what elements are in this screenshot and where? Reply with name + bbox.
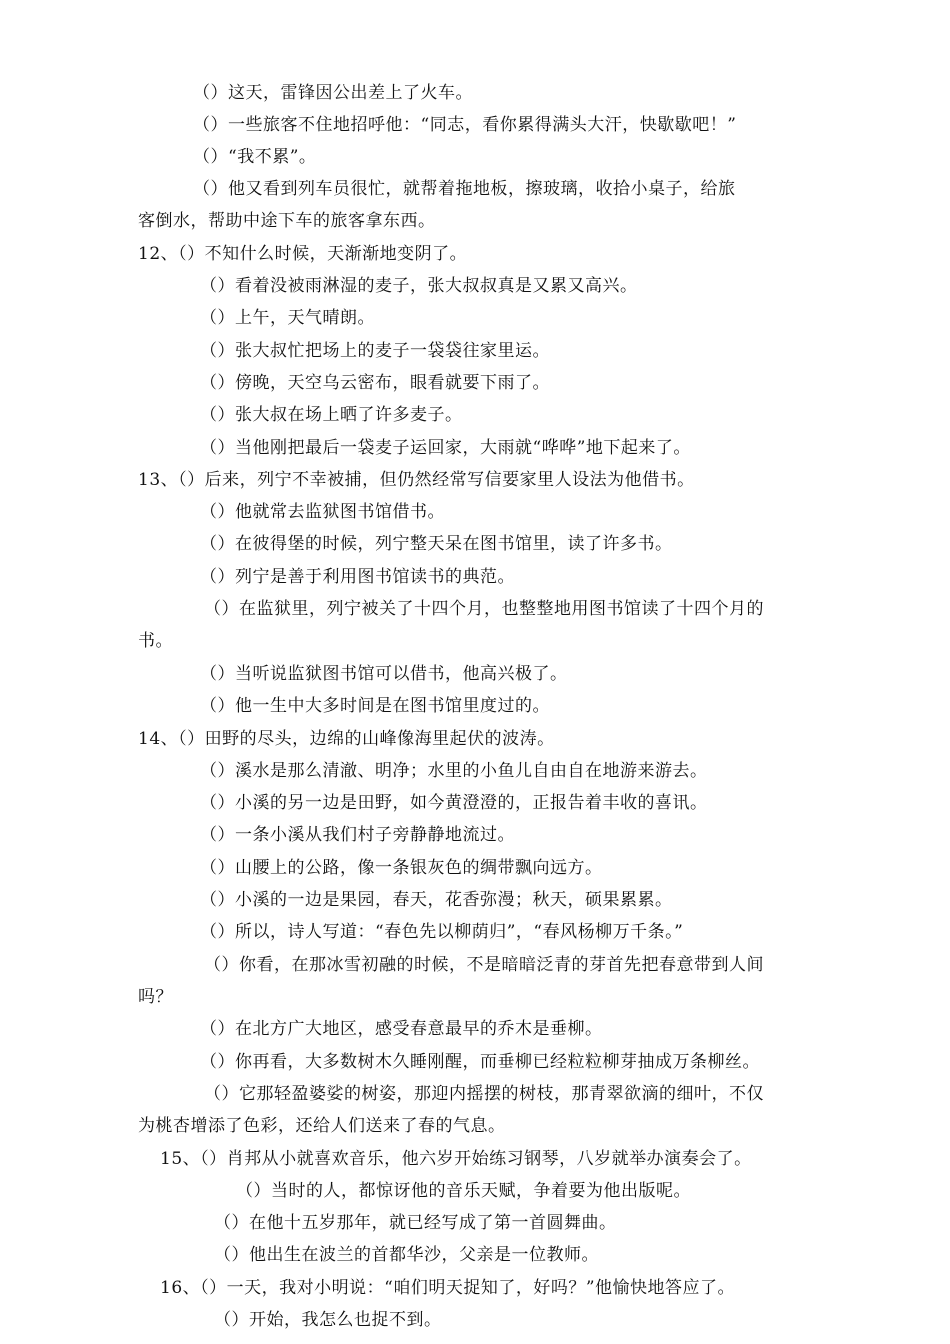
text-line: （）上午，天气晴朗。 <box>200 308 375 328</box>
text-line: （）在监狱里，列宁被关了十四个月，也整整地用图书馆读了十四个月的 <box>204 599 764 619</box>
question-14: 14、（）田野的尽头，边绵的山峰像海里起伏的波涛。 <box>138 729 555 749</box>
text-line: （）当时的人，都惊讶他的音乐天赋，争着要为他出版呢。 <box>236 1181 691 1201</box>
text-line: （）当他刚把最后一袋麦子运回家，大雨就“哗哗”地下起来了。 <box>200 438 691 458</box>
text-line: （）他一生中大多时间是在图书馆里度过的。 <box>200 696 550 716</box>
text-line: （）这天，雷锋因公出差上了火车。 <box>193 83 473 103</box>
text-line: （）所以，诗人写道：“春色先以柳荫归”，“春风杨柳万千条。” <box>200 922 684 942</box>
text-line: （）开始，我怎么也捉不到。 <box>214 1310 442 1330</box>
text-line: （）溪水是那么清澈、明净；水里的小鱼儿自由自在地游来游去。 <box>200 761 708 781</box>
text-line: 为桃杏增添了色彩，还给人们送来了春的气息。 <box>138 1116 506 1136</box>
text-line: （）在北方广大地区，感受春意最早的乔木是垂柳。 <box>200 1019 603 1039</box>
text-line: （）傍晚，天空乌云密布，眼看就要下雨了。 <box>200 373 550 393</box>
text-line: （）小溪的一边是果园，春天，花香弥漫；秋天，硕果累累。 <box>200 890 673 910</box>
text-line: （）一条小溪从我们村子旁静静地流过。 <box>200 825 515 845</box>
text-line: （）山腰上的公路，像一条银灰色的绸带飘向远方。 <box>200 858 603 878</box>
text-line: （）看着没被雨淋湿的麦子，张大叔叔真是又累又高兴。 <box>200 276 638 296</box>
text-line: （）“我不累”。 <box>193 147 317 167</box>
text-line: （）你看，在那冰雪初融的时候，不是暗暗泛青的芽首先把春意带到人间 <box>204 955 764 975</box>
text-line: 书。 <box>138 631 173 651</box>
text-line: （）小溪的另一边是田野，如今黄澄澄的，正报告着丰收的喜讯。 <box>200 793 708 813</box>
text-line: （）它那轻盈婆娑的树姿，那迎内摇摆的树枝，那青翠欲滴的细叶，不仅 <box>204 1084 764 1104</box>
text-line: （）张大叔忙把场上的麦子一袋袋往家里运。 <box>200 341 550 361</box>
text-line: （）在彼得堡的时候，列宁整天呆在图书馆里，读了许多书。 <box>200 534 673 554</box>
text-line: （）当听说监狱图书馆可以借书，他高兴极了。 <box>200 664 568 684</box>
text-line: 客倒水，帮助中途下车的旅客拿东西。 <box>138 211 436 231</box>
question-15: 15、（）肖邦从小就喜欢音乐，他六岁开始练习钢琴，八岁就举办演奏会了。 <box>160 1149 752 1169</box>
question-16: 16、（）一天，我对小明说：“咱们明天捉知了，好吗？”他愉快地答应了。 <box>160 1278 736 1298</box>
text-line: 吗？ <box>138 987 173 1007</box>
text-line: （）列宁是善于利用图书馆读书的典范。 <box>200 567 515 587</box>
question-13: 13、（）后来，列宁不幸被捕，但仍然经常写信要家里人设法为他借书。 <box>138 470 695 490</box>
text-line: （）他出生在波兰的首都华沙，父亲是一位教师。 <box>214 1245 599 1265</box>
text-line: （）你再看，大多数树木久睡刚醒，而垂柳已经粒粒柳芽抽成万条柳丝。 <box>200 1052 760 1072</box>
text-line: （）在他十五岁那年，就已经写成了第一首圆舞曲。 <box>214 1213 617 1233</box>
text-line: （）张大叔在场上晒了许多麦子。 <box>200 405 463 425</box>
text-line: （）他又看到列车员很忙，就帮着拖地板，擦玻璃，收拾小桌子，给旅 <box>193 179 736 199</box>
text-line: （）一些旅客不住地招呼他：“同志，看你累得满头大汗，快歇歇吧！” <box>193 115 737 135</box>
question-12: 12、（）不知什么时候，天渐渐地变阴了。 <box>138 244 468 264</box>
text-line: （）他就常去监狱图书馆借书。 <box>200 502 445 522</box>
